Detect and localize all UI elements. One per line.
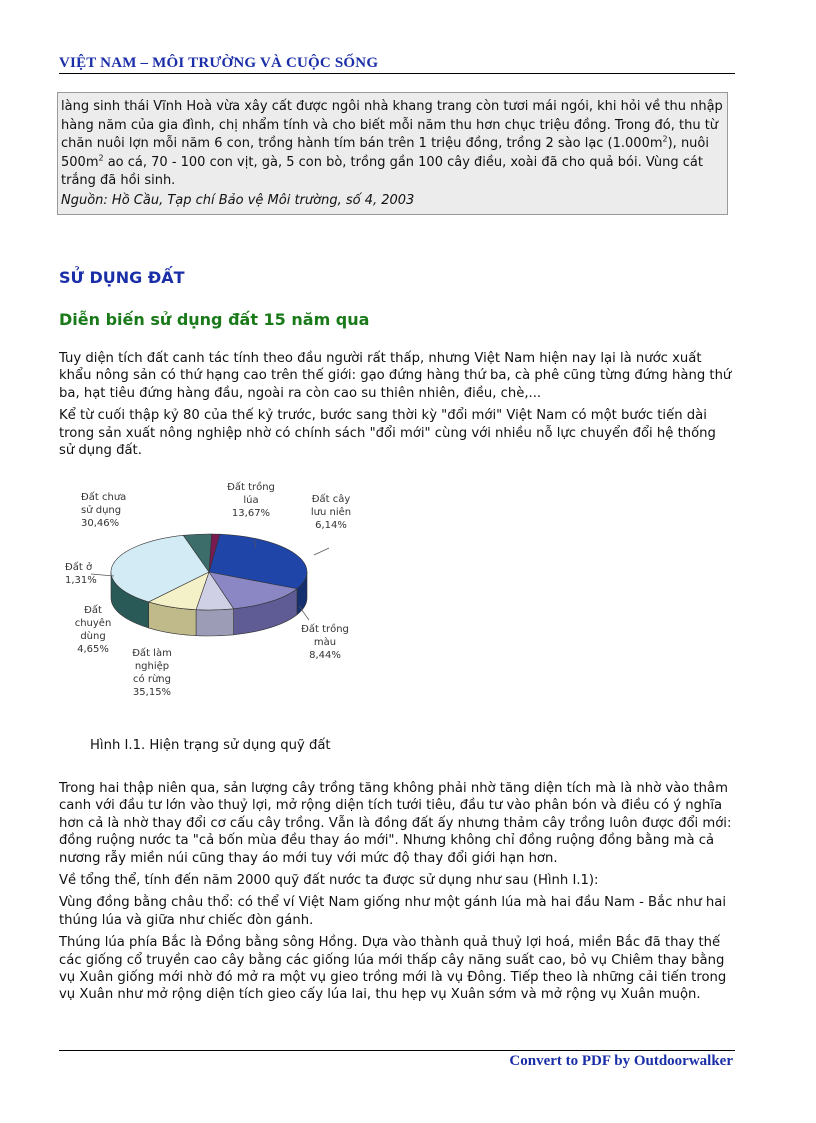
quote-box <box>57 92 728 215</box>
paragraph: Về tổng thể, tính đến năm 2000 quỹ đất nước ta được sử dụng như sau (Hình I.1): <box>59 873 599 889</box>
pie-label: 6,14% <box>315 520 347 531</box>
pie-leader-line <box>314 548 329 555</box>
pie-label: 8,44% <box>309 650 341 661</box>
paragraph: Trong hai thập niên qua, sản lượng cây trồng tăng không phải nhờ tăng diện tích mà là nhờ vào thâm canh với đầu tư lớn vào thuỷ lợi, mở rộng diện tích tưới tiêu, đầu tư vào phân bón và điều có ý nghĩa hơn cả là nhờ thay đổi cơ cấu cây trồng. Vẫn là đồng đất ấy nhưng thảm cây trồng luôn được đổi mới: đồng ruộng nước ta "cả bốn mùa đều thay áo mới". Nhưng không chỉ đồng ruộng đồng bằng mà cả nương rẫy miền núi cũng thay áo mới tuy với mức độ thay đổi giới hạn hơn. <box>59 781 732 866</box>
superscript: 2 <box>662 134 668 144</box>
pie-label: có rừng <box>133 674 171 685</box>
pie-label: 1,31% <box>65 575 97 586</box>
pie-label: Đất <box>84 605 102 616</box>
paragraph: Thúng lúa phía Bắc là Đồng bằng sông Hồng. Dựa vào thành quả thuỷ lợi hoá, miền Bắc đã thay thế các giống cổ truyền cao cây bằng các giống lúa mới thấp cây năng suất cao, bỏ vụ Chiêm thay bằng vụ Xuân giống mới nhờ đó mở ra một vụ gieo trồng mới là vụ Đông. Tiếp theo là những cải tiến trong vụ Xuân như mở rộng diện tích gieo cấy lúa lai, thu hẹp vụ Xuân sớm và mở rộng vụ Xuân muộn. <box>59 935 727 1003</box>
quote-text-part: ao cá, 70 - 100 con vịt, gà, 5 con bò, trồng gần 100 cây điều, xoài đã cho quả bói. Vùng cát trắng đã hồi sinh. <box>61 154 703 188</box>
pie-label: màu <box>313 637 337 648</box>
section-title: SỬ DỤNG ĐẤT <box>59 268 185 287</box>
pie-label: dùng <box>80 631 106 642</box>
section-subtitle: Diễn biến sử dụng đất 15 năm qua <box>59 310 370 329</box>
pie-label: lúa <box>243 495 259 506</box>
pie-label: 30,46% <box>81 518 120 529</box>
pie-leader-line <box>299 606 309 620</box>
quote-source: Nguồn: Hồ Cầu, Tạp chí Bảo vệ Môi trường, số 4, 2003 <box>61 192 415 208</box>
pie-label: lưu niên <box>310 507 352 518</box>
pie-label: Đất trồng <box>227 482 275 493</box>
paragraph: Kể từ cuối thập kỷ 80 của thế kỷ trước, bước sang thời kỳ "đổi mới" Việt Nam có một bước tiến dài trong sản xuất nông nghiệp nhờ có chính sách "đổi mới" cùng với nhiều nỗ lực chuyển đổi hệ thống sử dụng đất. <box>59 408 716 459</box>
figure-caption: Hình I.1. Hiện trạng sử dụng quỹ đất <box>90 738 331 753</box>
pie-side-wall <box>196 609 234 636</box>
land-use-pie-chart <box>59 478 379 718</box>
paragraph: Vùng đồng bằng châu thổ: có thể ví Việt Nam giống như một gánh lúa mà hai đầu Nam - Bắc như hai thúng lúa và giữa như chiếc đòn gánh. <box>59 895 726 928</box>
header-title: VIỆT NAM – MÔI TRƯỜNG VÀ CUỘC SỐNG <box>59 55 379 71</box>
pie-label: nghiệp <box>134 661 170 672</box>
pie-label: Đất ở <box>65 562 93 573</box>
superscript: 2 <box>98 153 104 163</box>
intro-paragraphs <box>59 350 735 464</box>
quote-text <box>61 98 727 191</box>
pie-label: chuyên <box>74 618 112 629</box>
pie-label: 4,65% <box>77 644 109 655</box>
pie-label: Đất làm <box>132 648 172 659</box>
pie-label: Đất chưa <box>81 492 127 503</box>
body-paragraphs <box>59 780 735 1009</box>
footer-divider <box>59 1050 735 1051</box>
pie-label: 13,67% <box>231 508 271 519</box>
pie-label: Đất cây <box>311 494 351 505</box>
page-header <box>59 52 735 74</box>
pie-label: Đất trồng <box>301 624 349 635</box>
quote-text-part: làng sinh thái Vĩnh Hoà vừa xây cất được ngôi nhà khang trang còn tươi mái ngói, khi hỏi về thu nhập hàng năm của gia đình, chị nhẩm tính và cho biết mỗi năm thu hơn chục triệu đồng. Trong đó, thu từ chăn nuôi lợn mỗi năm 6 con, trồng hành tím bán trên 1 triệu đồng, trồng 2 sào lạc (1.000m <box>61 99 723 151</box>
pie-label: sử dụng <box>81 505 122 516</box>
footer-credit: Convert to PDF by Outdoorwalker <box>509 1053 733 1069</box>
pie-label: 35,15% <box>132 687 172 698</box>
paragraph: Tuy diện tích đất canh tác tính theo đầu người rất thấp, nhưng Việt Nam hiện nay lại là nước xuất khẩu nông sản có thứ hạng cao trên thế giới: gạo đứng hàng thứ ba, cà phê cũng từng đứng hàng thứ ba, hạt tiêu đứng hàng đầu, ngoài ra còn cao su thiên nhiên, điều, chè,... <box>59 351 732 401</box>
quote-text-part: ), nuôi 500m <box>61 136 709 170</box>
